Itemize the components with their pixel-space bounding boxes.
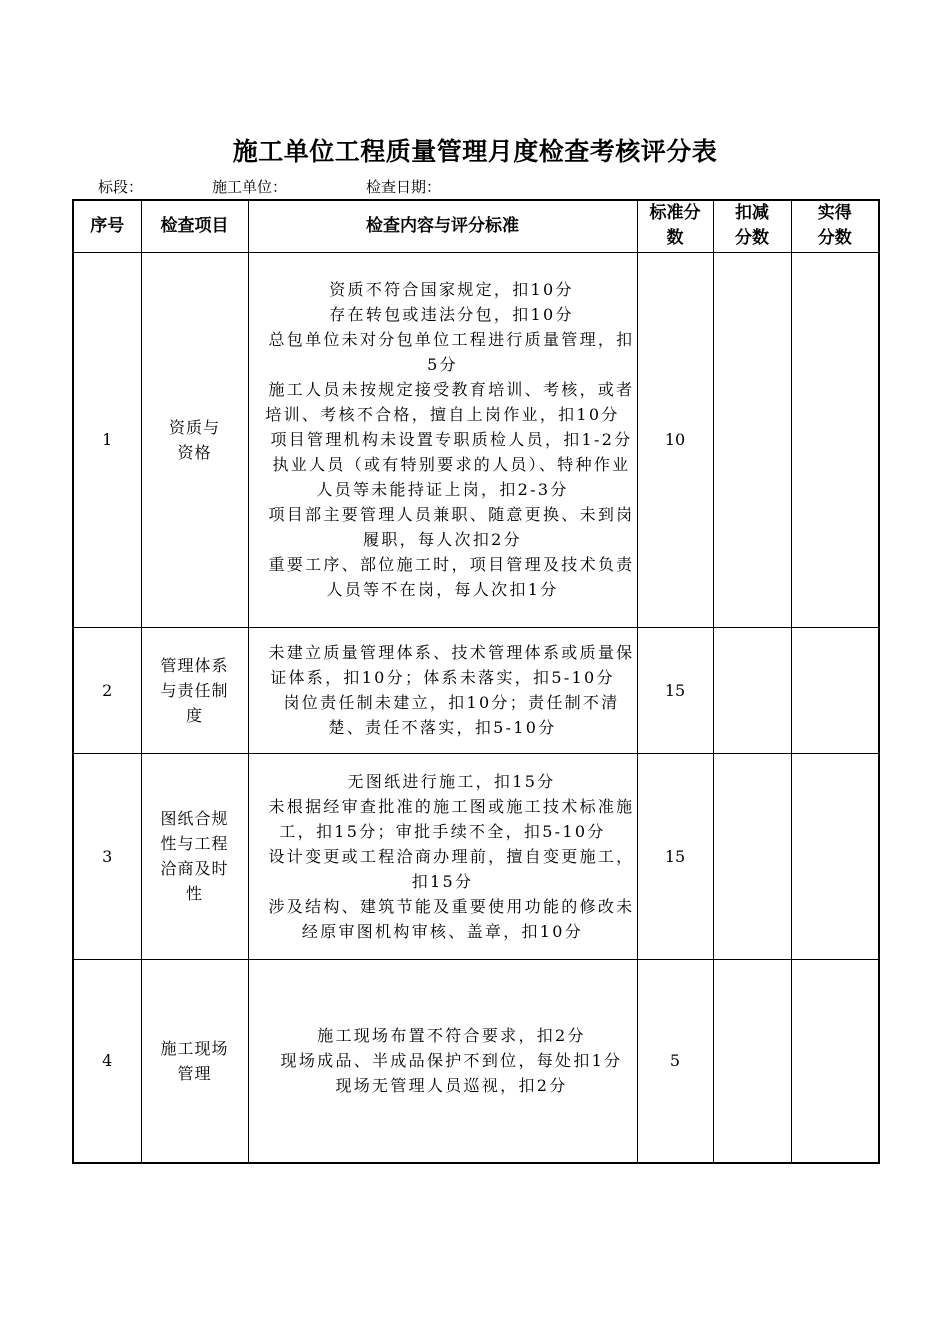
row-actual-score[interactable] <box>791 627 879 753</box>
header-row <box>73 200 879 252</box>
row-item: 图纸合规性与工程洽商及时性 <box>141 753 248 959</box>
criteria-line: 现场成品、半成品保护不到位，每处扣1分 <box>280 1051 623 1071</box>
row-actual-score[interactable] <box>791 959 879 1163</box>
header-content: 检查内容与评分标准 <box>248 200 637 252</box>
row-index: 4 <box>73 959 141 1163</box>
row-deduct-score[interactable] <box>713 252 791 627</box>
table-row <box>73 959 879 1163</box>
segment-label: 标段： <box>98 178 144 196</box>
row-item: 施工现场管理 <box>141 959 248 1163</box>
table-row <box>73 627 879 753</box>
row-content <box>248 959 637 1163</box>
row-content <box>248 252 637 627</box>
row-content <box>248 753 637 959</box>
row-item: 资质与资格 <box>141 252 248 627</box>
criteria-line: 项目管理机构未设置专职质检人员，扣1-2分 <box>270 430 633 449</box>
header-deduct: 扣减分数 <box>713 200 791 252</box>
unit-label: 施工单位： <box>212 178 288 196</box>
row-item: 管理体系与责任制度 <box>141 627 248 753</box>
row-index: 2 <box>73 627 141 753</box>
criteria-line: 施工现场布置不符合要求，扣2分 <box>317 1026 586 1046</box>
criteria-line: 现场无管理人员巡视，扣2分 <box>335 1076 568 1096</box>
row-actual-score[interactable] <box>791 753 879 959</box>
criteria-line: 资质不符合国家规定，扣10分 <box>329 280 574 299</box>
criteria-line: 项目部主要管理人员兼职、随意更换、未到岗履职，每人次扣2分 <box>268 505 635 549</box>
criteria-line: 未根据经审查批准的施工图或施工技术标准施工，扣15分；审批手续不全，扣5-10分 <box>268 796 635 841</box>
row-standard-score: 15 <box>637 627 713 753</box>
row-standard-score: 10 <box>637 252 713 627</box>
row-deduct-score[interactable] <box>713 959 791 1163</box>
criteria-line: 设计变更或工程洽商办理前，擅自变更施工，扣15分 <box>268 846 635 891</box>
criteria-line: 岗位责任制未建立，扣10分；责任制不清楚、责任不落实，扣5-10分 <box>283 693 620 737</box>
criteria-line: 总包单位未对分包单位工程进行质量管理，扣5分 <box>268 330 635 374</box>
document-title: 施工单位工程质量管理月度检查考核评分表 <box>232 137 718 166</box>
header-index: 序号 <box>73 200 141 252</box>
header-actual: 实得分数 <box>791 200 879 252</box>
row-standard-score: 15 <box>637 753 713 959</box>
row-index: 1 <box>73 252 141 627</box>
row-deduct-score[interactable] <box>713 627 791 753</box>
table-row <box>73 753 879 959</box>
row-index: 3 <box>73 753 141 959</box>
row-standard-score: 5 <box>637 959 713 1163</box>
date-label: 检查日期： <box>366 178 442 196</box>
criteria-line: 执业人员（或有特别要求的人员）、特种作业人员等未能持证上岗，扣2-3分 <box>272 455 631 499</box>
score-table <box>72 199 880 1164</box>
table-row <box>73 252 879 627</box>
row-content <box>248 627 637 753</box>
criteria-line: 存在转包或违法分包，扣10分 <box>329 305 574 324</box>
criteria-line: 无图纸进行施工，扣15分 <box>347 771 556 791</box>
criteria-line: 未建立质量管理体系、技术管理体系或质量保证体系，扣10分；体系未落实，扣5-10分 <box>268 643 635 687</box>
criteria-line: 施工人员未按规定接受教育培训、考核，或者培训、考核不合格，擅自上岗作业，扣10分 <box>265 380 635 424</box>
header-standard: 标准分数 <box>637 200 713 252</box>
criteria-line: 重要工序、部位施工时，项目管理及技术负责人员等不在岗，每人次扣1分 <box>268 555 635 599</box>
row-actual-score[interactable] <box>791 252 879 627</box>
row-deduct-score[interactable] <box>713 753 791 959</box>
criteria-line: 涉及结构、建筑节能及重要使用功能的修改未经原审图机构审核、盖章，扣10分 <box>268 896 635 941</box>
header-item: 检查项目 <box>141 200 248 252</box>
